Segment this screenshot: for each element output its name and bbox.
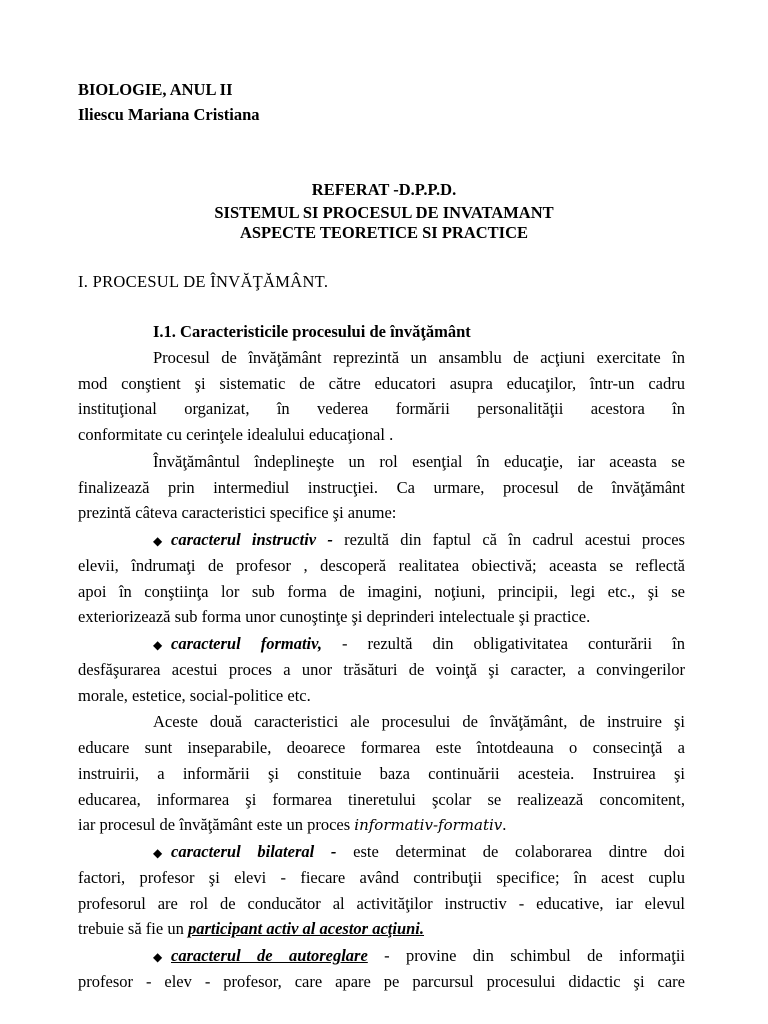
p3-line-1: Aceste două caracteristici ale procesului de învăţământ, de instruire şi (153, 712, 685, 731)
p1-line-3: instituţional organizat, în vederea formării personalităţii acestora în (78, 399, 685, 418)
p2-line-3: prezintă câteva caracteristici specifice şi anume: (78, 503, 397, 522)
bullet3-line-4 (78, 919, 424, 939)
p1-line-4: conformitate cu cerinţele idealului educaţional . (78, 425, 394, 444)
bullet2-first-line (153, 634, 685, 655)
title-line-1: REFERAT -D.P.P.D. (311, 180, 457, 199)
bullet4-line-2: profesor - elev - profesor, care apare pe parcursul procesului didactic şi care (78, 972, 685, 991)
p3-last-end: . (502, 815, 507, 834)
p3-line-2: educare sunt inseparabile, deoarece formarea este întotdeauna o consecinţă a (78, 738, 685, 757)
author-name: Iliescu Mariana Cristiana (78, 105, 260, 124)
bullet4-first-line (153, 946, 685, 967)
bullet1-line-3: apoi în conştiinţa lor sub forma de imagini, noţiuni, principii, legi etc., şi se (78, 582, 685, 601)
course-heading: BIOLOGIE, ANUL II (78, 80, 233, 99)
bullet2-first: - rezultă din obligativitatea conturării în (321, 634, 685, 653)
bullet2-line-3: morale, estetice, social-politice etc. (78, 686, 311, 705)
p3-last-italic: informativ-formativ (354, 816, 503, 834)
p3-line-4: educarea, informarea şi formarea tineretului şcolar se realizează concomitent, (78, 790, 685, 809)
bullet2-term: caracterul formativ, (171, 634, 322, 653)
bullet3-line-2: factori, profesor şi elevi - fiecare având contribuţii specifice; în acest cuplu (78, 868, 685, 887)
bullet1-first: rezultă din faptul că în cadrul acestui proces (332, 530, 685, 549)
diamond-bullet-icon: ◆ (153, 534, 163, 548)
bullet4-term: caracterul de autoreglare (171, 946, 368, 965)
bullet3-first-line (153, 842, 685, 863)
p2-line-1: Învăţământul îndeplineşte un rol esenţial în educaţie, iar aceasta se (153, 452, 685, 471)
diamond-bullet-icon: ◆ (153, 638, 163, 652)
subsection-title: . Caracteristicile procesului de învăţământ (171, 322, 471, 341)
bullet3-first: este determinat de colaborarea dintre doi (336, 842, 686, 861)
title-line-2: SISTEMUL SI PROCESUL DE INVATAMANT (214, 203, 554, 222)
p3-line-3: instruirii, a informării şi constituie baza continuării acesteia. Instruirea şi (78, 764, 685, 783)
bullet1-term: caracterul instructiv - (171, 530, 333, 549)
bullet2-line-2: desfăşurarea acestui proces a unor trăsături de voinţă şi caracter, a convingerilor (78, 660, 685, 679)
bullet3-line-3: profesorul are rol de conducător al activităţilor instructiv - educative, iar elevul (78, 894, 685, 913)
bullet1-first-line (153, 530, 685, 551)
subsection-number: I.1 (153, 322, 172, 341)
bullet3-term: caracterul bilateral - (171, 842, 337, 861)
bullet1-line-2: elevii, îndrumaţi de profesor , descoperă realitatea obiectivă; aceasta se reflectă (78, 556, 685, 575)
subsection-heading (153, 322, 471, 342)
diamond-bullet-icon: ◆ (153, 846, 163, 860)
bullet4-first: - provine din schimbul de informaţii (367, 946, 685, 965)
p1-line-2: mod conştient şi sistematic de către educatori asupra educaţilor, într-un cadru (78, 374, 685, 393)
bullet3-emphasis: participant activ al acestor acţiuni. (187, 919, 425, 938)
diamond-bullet-icon: ◆ (153, 950, 163, 964)
p1-line-1: Procesul de învăţământ reprezintă un ansamblu de acţiuni exercitate în (153, 348, 685, 367)
bullet1-line-4: exteriorizează sub forma unor cunoştinţe şi deprinderi intelectuale şi practice. (78, 607, 591, 626)
p3-line-5 (78, 815, 506, 835)
p2-line-2: finalizează prin intermediul instrucţiei. Ca urmare, procesul de învăţământ (78, 478, 685, 497)
title-line-3: ASPECTE TEORETICE SI PRACTICE (239, 223, 529, 242)
bullet3-last-text: trebuie să fie un (78, 919, 188, 938)
p3-last-text: iar procesul de învăţământ este un proces (78, 815, 355, 834)
section-heading: I. PROCESUL DE ÎNVĂŢĂMÂNT. (78, 272, 329, 291)
